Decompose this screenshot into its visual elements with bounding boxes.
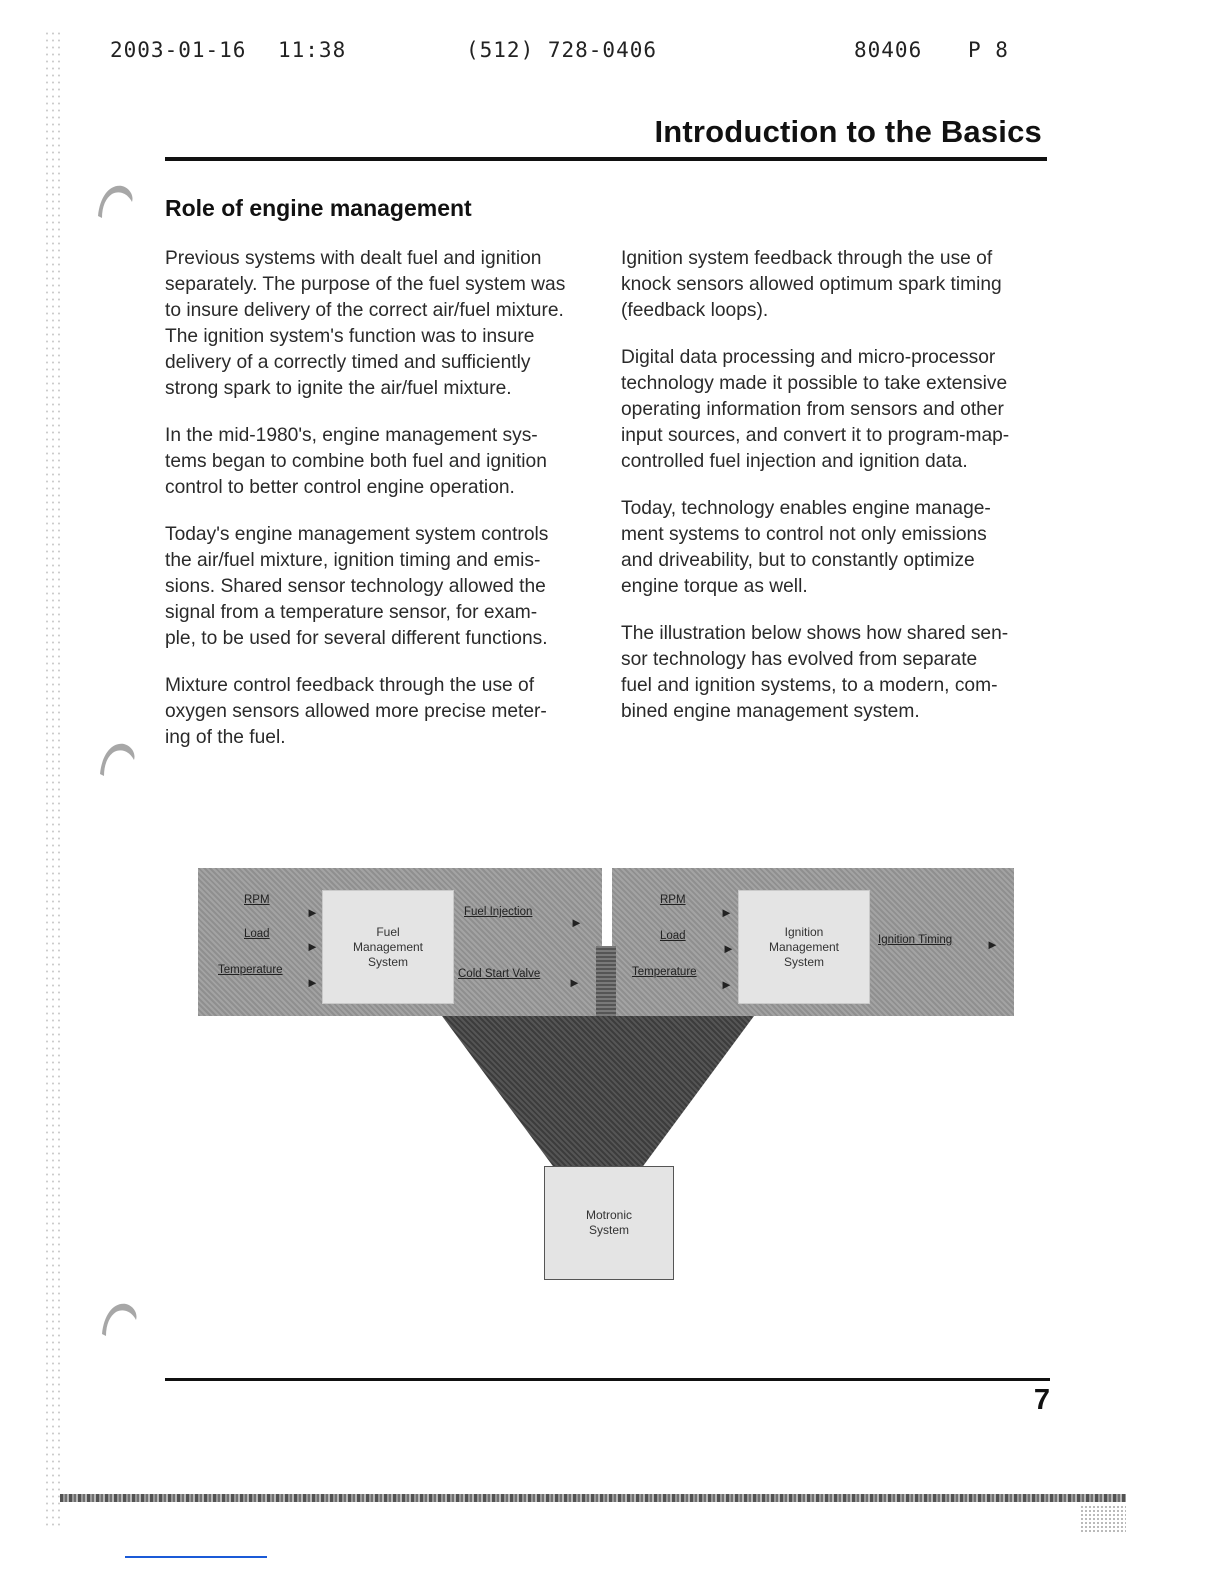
fax-id: 80406 <box>854 38 923 62</box>
merge-funnel <box>442 1016 754 1168</box>
header-rule <box>165 157 1047 161</box>
fuel-output-injection: Fuel Injection <box>464 906 533 918</box>
paragraph: Today, technology enables engine manage- ment systems to control not only emissions and driveability, but to constantly optimize engine torque as well. <box>621 498 991 597</box>
arrow-right-icon: ► <box>570 915 583 930</box>
engine-management-diagram <box>198 868 1014 1280</box>
arrow-right-icon: ► <box>568 975 581 990</box>
fax-date: 2003-01-16 <box>110 38 247 62</box>
fax-page: P 8 <box>968 38 1009 62</box>
paragraph: Today's engine management system controls the air/fuel mixture, ignition timing and emis- sions. Shared sensor technology allowed the signal from a temperature sensor, for exam- ple, to be used for several different functions. <box>165 524 549 649</box>
arrow-right-icon: ► <box>306 975 319 990</box>
motronic-system-box: Motronic System <box>544 1166 674 1280</box>
scan-corner-speckle <box>1080 1505 1126 1533</box>
arrow-right-icon: ► <box>720 977 733 992</box>
arrow-right-icon: ► <box>986 937 999 952</box>
section-heading: Role of engine management <box>165 195 472 221</box>
fax-time: 11:38 <box>278 38 347 62</box>
paragraph: Digital data processing and micro-processor technology made it possible to take extensive operating information from sensors and other input sources, and convert it to program-map- controlled fuel injection and ignition data. <box>621 347 1010 472</box>
diagram-divider <box>596 946 616 1018</box>
scan-edge-speckle <box>44 30 62 1530</box>
arrow-right-icon: ► <box>306 905 319 920</box>
fuel-input-load: Load <box>244 928 270 940</box>
underline-mark <box>125 1556 267 1558</box>
fax-phone: (512) 728-0406 <box>466 38 658 62</box>
right-column <box>621 246 1057 746</box>
ignition-management-system-box: Ignition Management System <box>738 890 870 1004</box>
fuel-input-rpm: RPM <box>244 894 270 906</box>
paragraph: Ignition system feedback through the use of knock sensors allowed optimum spark timing (feedback loops). <box>621 248 1002 321</box>
scan-bottom-edge <box>60 1494 1126 1502</box>
ignition-input-temperature: Temperature <box>632 966 697 978</box>
ignition-output-timing: Ignition Timing <box>878 934 953 946</box>
ignition-input-rpm: RPM <box>660 894 686 906</box>
footer-rule <box>165 1378 1050 1381</box>
hole-punch-mark-icon <box>96 1294 142 1340</box>
arrow-right-icon: ► <box>720 905 733 920</box>
paragraph: The illustration below shows how shared sen- sor technology has evolved from separate fuel and ignition systems, to a modern, com- bined engine management system. <box>621 623 1009 722</box>
ignition-input-load: Load <box>660 930 686 942</box>
paragraph: Mixture control feedback through the use of oxygen sensors allowed more precise meter- ing of the fuel. <box>165 675 547 748</box>
hole-punch-mark-icon <box>92 176 138 222</box>
arrow-right-icon: ► <box>722 941 735 956</box>
fuel-management-system-box: Fuel Management System <box>322 890 454 1004</box>
left-column <box>165 246 601 772</box>
fuel-output-cold-start-valve: Cold Start Valve <box>458 968 541 980</box>
fuel-input-temperature: Temperature <box>218 964 283 976</box>
hole-punch-mark-icon <box>94 734 140 780</box>
paragraph: In the mid-1980's, engine management sys- tems began to combine both fuel and ignition control to better control engine operation. <box>165 425 547 498</box>
paragraph: Previous systems with dealt fuel and ignition separately. The purpose of the fuel system was to insure delivery of the correct air/fuel mixture. The ignition system's function was to insure delivery of a correctly timed and sufficiently strong spark to ignite the air/fuel mixture. <box>165 248 566 399</box>
page-number: 7 <box>1033 1384 1050 1416</box>
arrow-right-icon: ► <box>306 939 319 954</box>
page-title: Introduction to the Basics <box>654 114 1042 149</box>
